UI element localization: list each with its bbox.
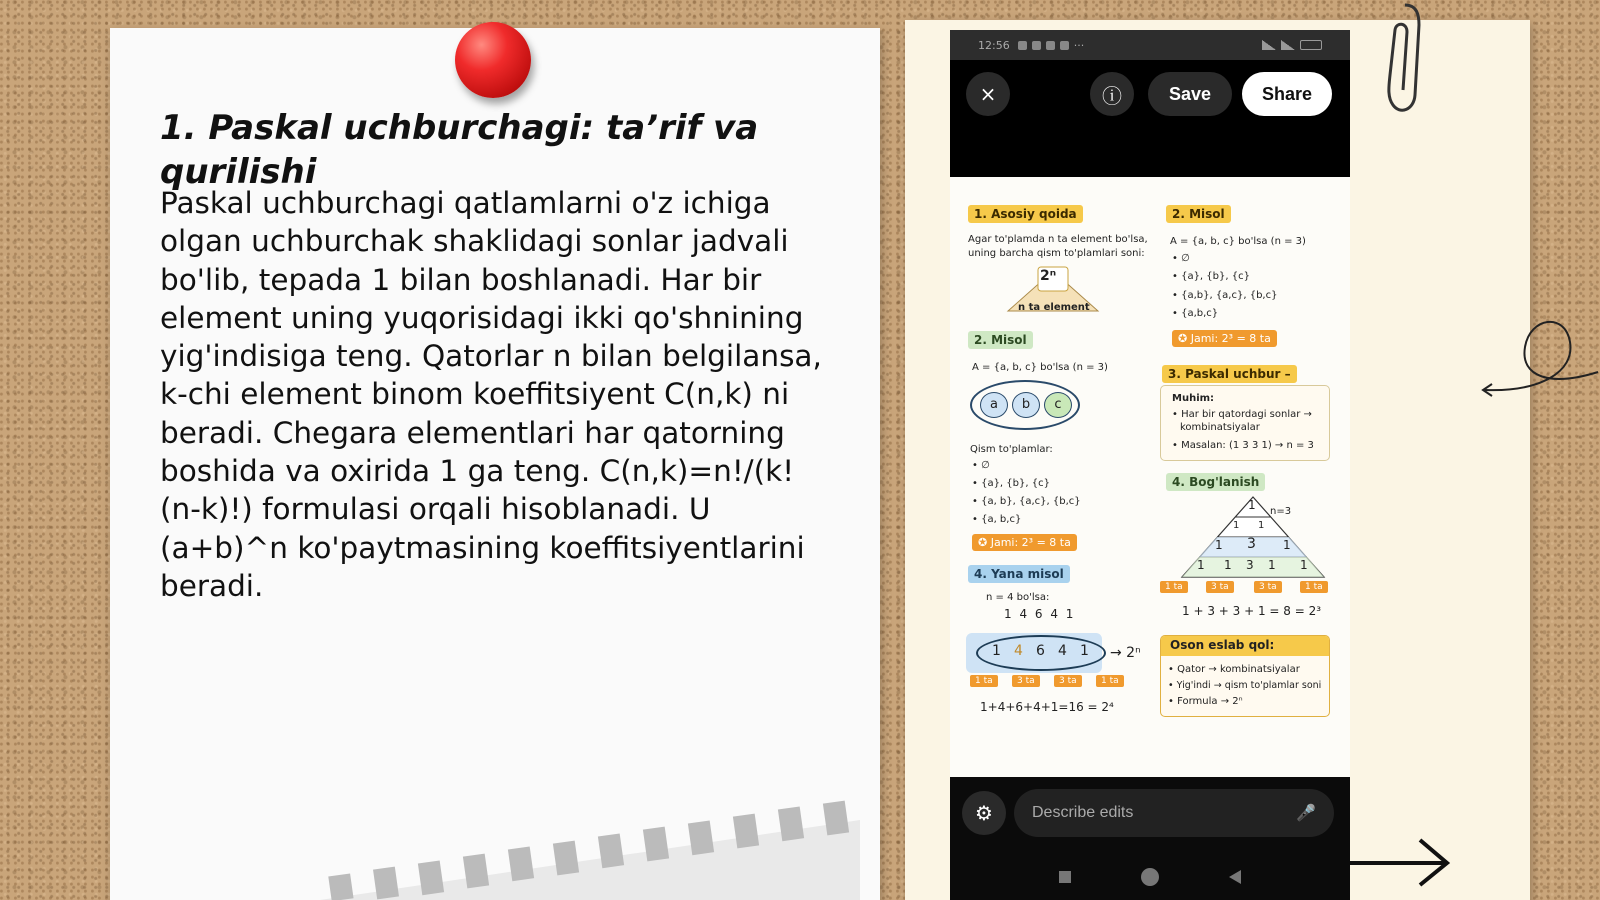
pascal-number: 1 bbox=[1215, 538, 1223, 552]
n4-label: n = 4 bo'lsa: bbox=[986, 592, 1050, 603]
section-tag: 1. Asosiy qoida bbox=[968, 205, 1083, 223]
pascal-number: 1 bbox=[1224, 558, 1232, 572]
home-nav-icon[interactable] bbox=[1141, 868, 1159, 886]
share-button[interactable]: Share bbox=[1242, 72, 1332, 116]
pascal-row: 1 4 6 4 1 bbox=[1004, 607, 1076, 621]
phone-screenshot bbox=[950, 30, 1350, 900]
set-definition: A = {a, b, c} bo'lsa (n = 3) bbox=[1170, 236, 1306, 247]
set-element: b bbox=[1012, 392, 1040, 418]
recents-nav-icon[interactable] bbox=[1059, 871, 1071, 883]
set-element: a bbox=[980, 392, 1008, 418]
pascal-number: 4 bbox=[1014, 643, 1023, 659]
paperclip-icon bbox=[1375, 0, 1425, 125]
section-tag: 4. Bog'lanish bbox=[1166, 473, 1265, 491]
back-nav-icon[interactable] bbox=[1229, 870, 1241, 884]
notification-icon bbox=[1032, 41, 1041, 50]
note-title: 1. Paskal uchburchagi: ta’rif va qurilishi bbox=[160, 108, 759, 192]
subset-item: • {a,b,c} bbox=[1172, 308, 1219, 319]
pascal-number: 1 bbox=[1080, 643, 1089, 659]
pascal-number: 4 bbox=[1058, 643, 1067, 659]
remember-text: • Yig'indi → qism to'plamlar soni bbox=[1168, 680, 1322, 691]
count-badge: 1 ta bbox=[970, 675, 998, 687]
pascal-number: 1 bbox=[1258, 520, 1265, 531]
pascal-number: 1 bbox=[1197, 558, 1205, 572]
section-tag: 3. Paskal uchbur – bbox=[1162, 365, 1297, 383]
app-icon bbox=[1060, 41, 1069, 50]
remember-title: Oson eslab qol: bbox=[1170, 638, 1275, 652]
sum-equation: 1+4+6+4+1=16 = 2⁴ bbox=[980, 700, 1114, 714]
generated-infographic bbox=[950, 177, 1350, 777]
total-badge: ✪ Jami: 2³ = 8 ta bbox=[1172, 330, 1277, 347]
important-text: • Har bir qatordagi sonlar → bbox=[1172, 409, 1312, 420]
count-badge: 1 ta bbox=[1160, 581, 1188, 593]
pascal-number: 6 bbox=[1036, 643, 1045, 659]
section-tag: 2. Misol bbox=[968, 331, 1033, 349]
torn-paper-strip bbox=[320, 800, 860, 900]
subset-item: • {a}, {b}, {c} bbox=[972, 478, 1050, 489]
count-badge: 1 ta bbox=[1300, 581, 1328, 593]
bottom-bar bbox=[950, 777, 1350, 900]
note-body: Paskal uchburchagi qatlamlarni o'z ichiga olgan uchburchak shaklidagi sonlar jadvali bo'lib, tepada 1 bilan boshlanadi. Har bir element uning yuqorisidagi ikki qo'shnining yig'indisiga teng. Qatorlar n bilan belgilansa, k-chi element binom koeffitsiyent C(n,k) ni beradi. Chegara elementlari har qatorning boshida va oxirida 1 ga teng. C(n,k)=n!/(k!(n-k)!) formulasi orqali hisoblanadi. U (a+b)^n ko'paytmasining koeffitsiyentlarini beradi. bbox=[160, 186, 822, 603]
important-label: Muhim: bbox=[1172, 393, 1215, 404]
pascal-number: 1 bbox=[1283, 538, 1291, 552]
pascal-number: 1 bbox=[1248, 498, 1256, 512]
close-button[interactable] bbox=[966, 72, 1010, 116]
sliders-icon: ⚙ bbox=[975, 801, 993, 825]
set-element: c bbox=[1044, 392, 1072, 418]
set-definition: A = {a, b, c} bo'lsa (n = 3) bbox=[972, 362, 1108, 373]
info-icon: ⓘ bbox=[1102, 83, 1122, 108]
rule-text: Agar to'plamda n ta element bo'lsa, bbox=[968, 234, 1148, 245]
subset-item: • {a}, {b}, {c} bbox=[1172, 271, 1250, 282]
arrow-right-doodle bbox=[1345, 835, 1455, 890]
base-label: n ta element bbox=[1018, 302, 1090, 313]
section-tag: 2. Misol bbox=[1166, 205, 1231, 223]
count-badge: 3 ta bbox=[1254, 581, 1282, 593]
pascal-number: 1 bbox=[992, 643, 1001, 659]
subset-item: • {a, b,c} bbox=[972, 514, 1022, 525]
message-icon bbox=[1046, 41, 1055, 50]
status-icons bbox=[1018, 39, 1085, 52]
describe-edits-input[interactable] bbox=[1014, 789, 1334, 837]
signal-icon bbox=[1281, 40, 1295, 50]
subset-item: • {a,b}, {a,c}, {b,c} bbox=[1172, 290, 1278, 301]
remember-text: • Qator → kombinatsiyalar bbox=[1168, 664, 1300, 675]
save-button[interactable]: Save bbox=[1148, 72, 1232, 116]
important-text: • Masalan: (1 3 3 1) → n = 3 bbox=[1172, 440, 1314, 451]
close-icon: × bbox=[979, 82, 997, 106]
important-text: kombinatsiyalar bbox=[1180, 422, 1260, 433]
notification-icon bbox=[1018, 41, 1027, 50]
pascal-number: 1 bbox=[1233, 520, 1240, 531]
describe-edits-placeholder: Describe edits bbox=[1032, 804, 1134, 821]
battery-icon bbox=[1300, 40, 1322, 50]
red-pushpin bbox=[455, 22, 531, 98]
power-arrow: → 2ⁿ bbox=[1110, 645, 1141, 661]
info-button[interactable] bbox=[1090, 72, 1134, 116]
pascal-number: 1 bbox=[1300, 558, 1308, 572]
sum-equation: 1 + 3 + 3 + 1 = 8 = 2³ bbox=[1182, 604, 1322, 618]
count-badge: 3 ta bbox=[1054, 675, 1082, 687]
status-bar bbox=[950, 30, 1350, 60]
status-time: 12:56 bbox=[978, 38, 1010, 52]
more-notifications: ··· bbox=[1073, 38, 1085, 52]
section-tag: 4. Yana misol bbox=[968, 565, 1070, 583]
status-right-icons bbox=[1262, 40, 1322, 50]
adjust-button[interactable] bbox=[962, 791, 1006, 835]
pascal-number: 1 bbox=[1268, 558, 1276, 572]
subset-item: • {a, b}, {a,c}, {b,c} bbox=[972, 496, 1081, 507]
android-nav-bar bbox=[950, 857, 1350, 897]
swirl-arrow-doodle bbox=[1480, 312, 1600, 412]
remember-text: • Formula → 2ⁿ bbox=[1168, 696, 1243, 707]
signal-icon bbox=[1262, 40, 1276, 50]
subsets-label: Qism to'plamlar: bbox=[970, 444, 1053, 455]
power-label: 2ⁿ bbox=[1040, 268, 1057, 284]
n-label: n=3 bbox=[1270, 506, 1292, 517]
total-badge: ✪ Jami: 2³ = 8 ta bbox=[972, 534, 1077, 551]
microphone-icon[interactable]: 🎤 bbox=[1296, 805, 1316, 822]
subset-item: • ∅ bbox=[972, 460, 990, 471]
pascal-number: 3 bbox=[1246, 558, 1254, 572]
count-badge: 3 ta bbox=[1206, 581, 1234, 593]
subset-item: • ∅ bbox=[1172, 253, 1190, 264]
pascal-number: 3 bbox=[1247, 536, 1256, 552]
count-badge: 1 ta bbox=[1096, 675, 1124, 687]
count-badge: 3 ta bbox=[1012, 675, 1040, 687]
rule-text: uning barcha qism to'plamlari soni: bbox=[968, 248, 1145, 259]
